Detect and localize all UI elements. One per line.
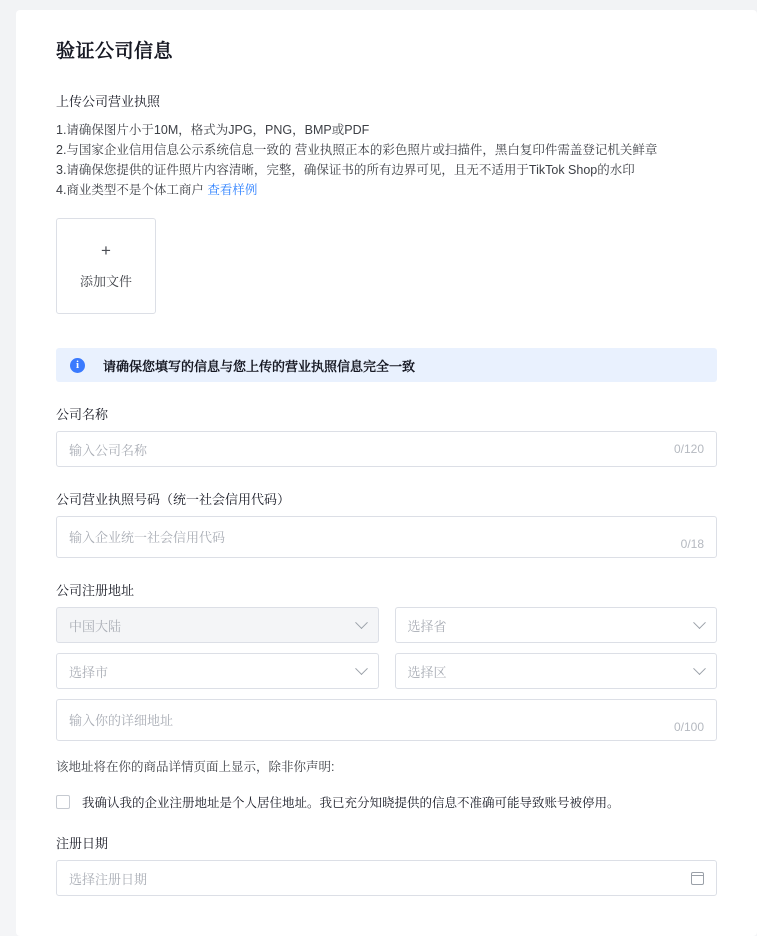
license-number-label: 公司营业执照号码（统一社会信用代码）	[56, 492, 291, 507]
info-icon: i	[70, 358, 85, 373]
address-hint: 该地址将在你的商品详情页面上显示，除非你声明:	[56, 760, 335, 774]
upload-rule-3: 3.请确保您提供的证件照片内容清晰，完整，确保证书的所有边界可见，且无不适用于TikTok Shop的水印	[56, 163, 635, 177]
province-select-placeholder: 选择省	[407, 618, 447, 634]
register-date-input[interactable]	[56, 860, 717, 896]
upload-rule-1: 1.请确保图片小于10M，格式为JPG，PNG，BMP或PDF	[56, 123, 370, 137]
detail-address-placeholder: 输入你的详细地址	[69, 713, 174, 728]
city-select[interactable]	[56, 653, 379, 689]
company-name-input[interactable]	[56, 431, 717, 467]
upload-rule-4-text: 4.商业类型不是个体工商户	[56, 183, 208, 197]
chevron-down-icon	[355, 662, 368, 675]
country-select[interactable]	[56, 607, 379, 643]
add-file-label: 添加文件	[79, 274, 132, 289]
district-select[interactable]	[395, 653, 718, 689]
detail-address-counter: 0/100	[673, 720, 704, 734]
upload-rule-4	[56, 180, 717, 200]
company-name-counter: 0/120	[673, 442, 704, 456]
info-notice	[56, 348, 717, 382]
province-select[interactable]	[395, 607, 718, 643]
info-notice-text: 请确保您填写的信息与您上传的营业执照信息完全一致	[103, 358, 416, 374]
upload-rule-2: 2.与国家企业信用信息公示系统信息一致的 营业执照正本的彩色照片或扫描件，黑白复印件需盖登记机关鲜章	[56, 143, 658, 157]
country-select-value: 中国大陆	[69, 618, 122, 634]
calendar-icon[interactable]	[691, 872, 704, 885]
license-number-input[interactable]	[56, 516, 717, 558]
city-select-placeholder: 选择市	[69, 664, 109, 680]
license-number-placeholder: 输入企业统一社会信用代码	[69, 530, 226, 545]
address-row-1	[56, 607, 717, 643]
address-row-2	[56, 653, 717, 689]
address-label: 公司注册地址	[56, 583, 135, 598]
plus-icon: +	[101, 241, 111, 260]
company-name-label: 公司名称	[56, 407, 109, 422]
license-number-counter: 0/18	[680, 537, 704, 551]
residential-address-checkbox-label: 我确认我的企业注册地址是个人居住地址。我已充分知晓提供的信息不准确可能导致账号被停用。	[82, 796, 620, 810]
upload-rules-list	[56, 120, 717, 200]
residential-address-confirm-row[interactable]	[56, 793, 717, 811]
detail-address-input[interactable]	[56, 699, 717, 741]
add-file-dropzone[interactable]	[56, 218, 156, 314]
view-sample-link[interactable]: 查看样例	[207, 183, 258, 197]
chevron-down-icon	[693, 662, 706, 675]
register-date-placeholder: 选择注册日期	[69, 871, 148, 887]
chevron-down-icon	[355, 616, 368, 629]
verify-company-card	[16, 10, 757, 936]
register-date-label: 注册日期	[56, 836, 109, 851]
chevron-down-icon	[693, 616, 706, 629]
district-select-placeholder: 选择区	[407, 664, 447, 680]
page-title: 验证公司信息	[56, 41, 174, 62]
upload-section-label: 上传公司营业执照	[56, 94, 161, 109]
company-name-placeholder: 输入公司名称	[69, 442, 148, 458]
residential-address-checkbox[interactable]	[56, 795, 70, 809]
